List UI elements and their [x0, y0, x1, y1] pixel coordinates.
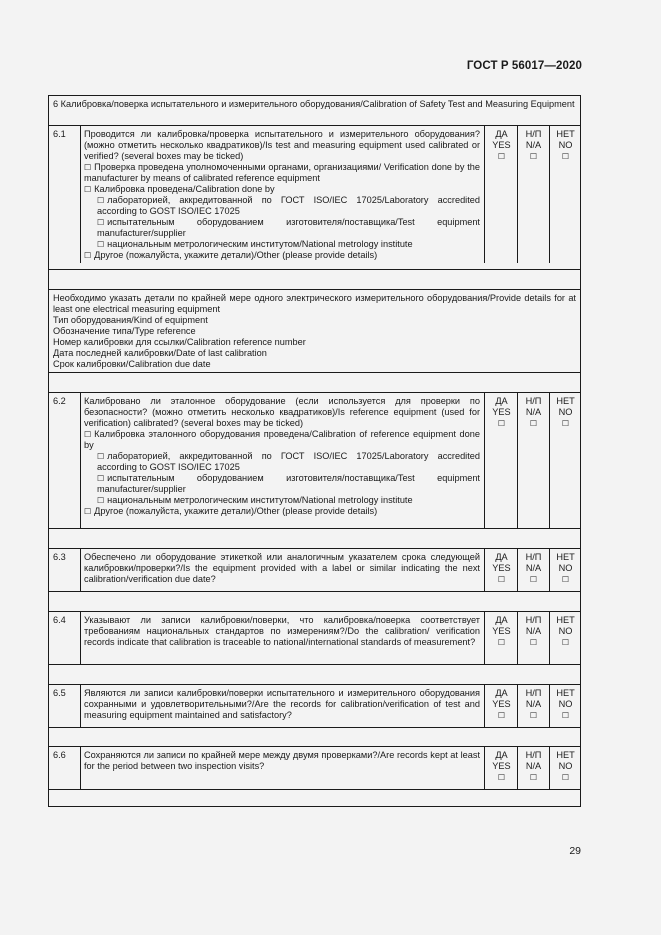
checkbox-icon[interactable]: ☐ — [497, 711, 506, 720]
page-number: 29 — [569, 845, 581, 857]
checkbox-icon[interactable]: ☐ — [84, 163, 92, 172]
question-row-6-1 — [49, 125, 580, 263]
option-reference-calibration[interactable] — [84, 429, 480, 451]
answer-no[interactable]: НЕТ NO ☐ — [550, 552, 581, 585]
option-calibration-done-by[interactable] — [84, 184, 480, 195]
answer-na[interactable]: Н/П N/A ☐ — [518, 129, 549, 162]
checkbox-icon[interactable]: ☐ — [529, 419, 538, 428]
option-label: Калибровка эталонного оборудования проведена/Calibration of reference equipment done by — [84, 429, 480, 450]
details-intro: Необходимо указать детали по крайней мере одного электрического измерительного оборудования/Provide details for at least one electrical measuring equipment — [53, 293, 576, 314]
question-row-6-4 — [49, 611, 580, 664]
checkbox-icon[interactable]: ☐ — [561, 575, 570, 584]
checkbox-icon[interactable]: ☐ — [97, 218, 105, 227]
checklist-table — [48, 95, 581, 807]
checkbox-icon[interactable]: ☐ — [97, 240, 105, 249]
checkbox-icon[interactable]: ☐ — [84, 430, 92, 439]
answer-yes[interactable]: ДА YES ☐ — [485, 129, 518, 162]
checkbox-icon[interactable]: ☐ — [529, 575, 538, 584]
answer-yes[interactable]: ДА YES ☐ — [485, 750, 518, 783]
detail-due-date[interactable]: Срок калибровки/Calibration due date — [53, 359, 211, 369]
answer-yes[interactable]: ДА YES ☐ — [485, 688, 518, 721]
option-other[interactable] — [84, 506, 480, 517]
suboption-metrology-institute[interactable] — [84, 239, 480, 250]
question-number: 6.2 — [53, 396, 66, 406]
answer-yes[interactable]: ДА YES ☐ — [485, 615, 518, 648]
question-number: 6.6 — [53, 750, 66, 760]
option-other[interactable] — [84, 250, 480, 261]
checkbox-icon[interactable]: ☐ — [97, 452, 105, 461]
question-text: Являются ли записи калибровки/поверки испытательного и измерительного оборудования сохранными и удовлетворительными?/Are the records for calibration/verification of test and measuring equipment maintained and satisfactory? — [84, 688, 480, 720]
question-number: 6.1 — [53, 129, 66, 139]
option-manufacturer-verification[interactable] — [84, 162, 480, 184]
suboption-manufacturer-equipment[interactable] — [84, 473, 480, 495]
comment-space[interactable] — [49, 789, 580, 806]
column-divider — [80, 746, 81, 789]
answer-yes[interactable]: ДА YES ☐ — [485, 396, 518, 429]
checkbox-icon[interactable]: ☐ — [497, 773, 506, 782]
answer-no[interactable]: НЕТ NO ☐ — [550, 750, 581, 783]
standard-number: ГОСТ Р 56017—2020 — [466, 60, 582, 72]
detail-type-reference[interactable]: Обозначение типа/Type reference — [53, 326, 196, 336]
checkbox-icon[interactable]: ☐ — [561, 638, 570, 647]
option-label: Проверка проведена уполномоченными органами, организациями/ Verification done by the manufacturer by means of calibrated reference equipment — [84, 162, 480, 183]
question-text: Сохраняются ли записи по крайней мере между двумя проверками?/Are records kept at least for the period between two inspection visits? — [84, 750, 480, 771]
answer-na[interactable]: Н/П N/A ☐ — [518, 688, 549, 721]
checkbox-icon[interactable]: ☐ — [561, 419, 570, 428]
question-row-6-5 — [49, 684, 580, 727]
answer-na[interactable]: Н/П N/A ☐ — [518, 750, 549, 783]
checkbox-icon[interactable]: ☐ — [529, 711, 538, 720]
comment-space[interactable] — [49, 727, 580, 746]
checkbox-icon[interactable]: ☐ — [561, 711, 570, 720]
column-divider — [80, 611, 81, 664]
checkbox-icon[interactable]: ☐ — [561, 773, 570, 782]
answer-na[interactable]: Н/П N/A ☐ — [518, 552, 549, 585]
column-divider — [80, 684, 81, 727]
answer-no[interactable]: НЕТ NO ☐ — [550, 615, 581, 648]
option-label: Другое (пожалуйста, укажите детали)/Other (please provide details) — [94, 506, 378, 516]
question-text: Обеспечено ли оборудование этикеткой или аналогичным указателем срока следующей калибровки/проверки?/Is the equipment provided with a label or similar indicating the next calibration/verification due date? — [84, 552, 480, 584]
option-label: Другое (пожалуйста, укажите детали)/Other (please provide details) — [94, 250, 378, 260]
suboption-accredited-lab[interactable] — [84, 195, 480, 217]
checkbox-icon[interactable]: ☐ — [529, 773, 538, 782]
comment-space[interactable] — [49, 372, 580, 392]
checkbox-icon[interactable]: ☐ — [561, 152, 570, 161]
question-label: Проводится ли калибровка/проверка испытательного и измерительного оборудования? (можно отметить несколько квадратиков)/Is test and measuring equipment used calibrated or verified? (several boxes may be ticked) — [84, 129, 480, 161]
comment-space[interactable] — [49, 591, 580, 611]
option-label: лабораторией, аккредитованной по ГОСТ ISO/IEC 17025/Laboratory accredited according to GOST ISO/IEC 17025 — [97, 451, 480, 472]
question-text — [84, 396, 480, 517]
checkbox-icon[interactable]: ☐ — [497, 419, 506, 428]
column-divider — [80, 125, 81, 263]
detail-kind[interactable]: Тип оборудования/Kind of equipment — [53, 315, 208, 325]
checkbox-icon[interactable]: ☐ — [97, 496, 105, 505]
answer-no[interactable]: НЕТ NO ☐ — [550, 396, 581, 429]
comment-space[interactable] — [49, 528, 580, 548]
suboption-metrology-institute[interactable] — [84, 495, 480, 506]
checkbox-icon[interactable]: ☐ — [97, 196, 105, 205]
question-row-6-3 — [49, 548, 580, 591]
option-label: испытательным оборудованием изготовителя/поставщика/Test equipment manufacturer/supplier — [97, 217, 480, 238]
question-row-6-6 — [49, 746, 580, 789]
checkbox-icon[interactable]: ☐ — [529, 638, 538, 647]
checkbox-icon[interactable]: ☐ — [84, 507, 92, 516]
column-divider — [80, 392, 81, 528]
answer-na[interactable]: Н/П N/A ☐ — [518, 615, 549, 648]
checkbox-icon[interactable]: ☐ — [497, 638, 506, 647]
question-text: Указывают ли записи калибровки/поверки, что калибровка/поверка соответствует требованиям национальных стандартов по измерениям?/Do the calibration/ verification records indicate that calibration is traceable to national/international standards of measurement? — [84, 615, 480, 647]
comment-space[interactable] — [49, 269, 580, 289]
answer-no[interactable]: НЕТ NO ☐ — [550, 688, 581, 721]
comment-space[interactable] — [49, 664, 580, 684]
checkbox-icon[interactable]: ☐ — [497, 152, 506, 161]
question-text — [84, 129, 480, 261]
option-label: национальным метрологическим институтом/National metrology institute — [107, 495, 413, 505]
detail-calibration-number[interactable]: Номер калибровки для ссылки/Calibration reference number — [53, 337, 306, 347]
question-number: 6.5 — [53, 688, 66, 698]
column-divider — [80, 548, 81, 591]
question-label: Калибровано ли эталонное оборудование (если используется для проверки по безопасности? (можно отметить несколько квадратиков)/Is reference equipment (used for verification) calibrated? (several boxes may be ticked) — [84, 396, 480, 428]
suboption-manufacturer-equipment[interactable] — [84, 217, 480, 239]
question-number: 6.4 — [53, 615, 66, 625]
checkbox-icon[interactable]: ☐ — [84, 251, 92, 260]
answer-na[interactable]: Н/П N/A ☐ — [518, 396, 549, 429]
checkbox-icon[interactable]: ☐ — [97, 474, 105, 483]
answer-yes[interactable]: ДА YES ☐ — [485, 552, 518, 585]
answer-no[interactable]: НЕТ NO ☐ — [550, 129, 581, 162]
question-number: 6.3 — [53, 552, 66, 562]
checkbox-icon[interactable]: ☐ — [529, 152, 538, 161]
option-label: испытательным оборудованием изготовителя/поставщика/Test equipment manufacturer/supplier — [97, 473, 480, 494]
detail-last-calibration[interactable]: Дата последней калибровки/Date of last calibration — [53, 348, 267, 358]
checkbox-icon[interactable]: ☐ — [84, 185, 92, 194]
equipment-details — [49, 289, 580, 372]
option-label: Калибровка проведена/Calibration done by — [94, 184, 275, 194]
option-label: национальным метрологическим институтом/National metrology institute — [107, 239, 413, 249]
option-label: лабораторией, аккредитованной по ГОСТ ISO/IEC 17025/Laboratory accredited according to GOST ISO/IEC 17025 — [97, 195, 480, 216]
suboption-accredited-lab[interactable] — [84, 451, 480, 473]
question-row-6-2 — [49, 392, 580, 528]
section-title: 6 Калибровка/поверка испытательного и измерительного оборудования/Calibration of Safety Test and Measuring Equipment — [53, 99, 575, 109]
checkbox-icon[interactable]: ☐ — [497, 575, 506, 584]
